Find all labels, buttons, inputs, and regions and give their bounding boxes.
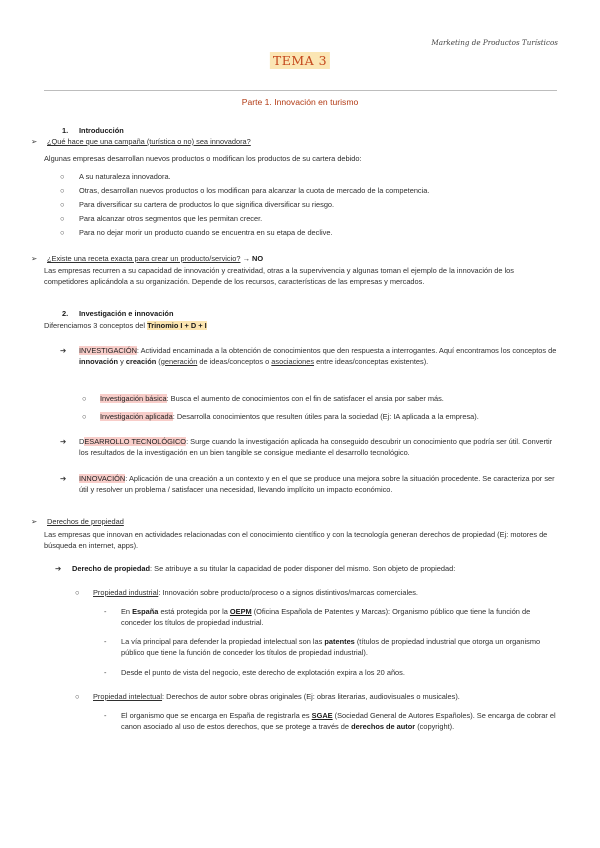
bold-arrow-bullet: ➔ [55,564,62,573]
investigacion-aplicada [100,412,479,423]
bold-arrow-bullet: ➔ [60,346,67,355]
investigacion-basica [100,394,444,405]
list-item: Para no dejar morir un producto cuando se encuentra en su etapa de declive. [79,228,333,237]
sgae-a: El organismo que se encarga en España de registrarla es [121,711,312,720]
patentes-term: patentes [324,637,355,646]
propiedad-industrial [93,588,418,599]
arrow-bullet: ➢ [31,137,38,146]
propiedad-industrial-text: : Innovación sobre producto/proceso o a signos distintivos/marcas comerciales. [158,588,418,597]
header-divider [44,90,557,91]
desarrollo-definition [79,437,557,458]
derechos-autor-term: derechos de autor [351,721,416,731]
dash-bullet: - [104,668,107,677]
derechos-paragraph: Las empresas que innovan en actividades relacionadas con el conocimiento científico y con la tecnología generan derechos de propiedad (Ej: motores de búsqueda en internet, apps). [44,530,548,550]
patentes-c: (títulos de propiedad industrial que otorga un organismo público que tiene la función de conceder los títulos de propiedad industrial). [121,637,541,657]
dash-bullet: - [104,711,107,720]
list-item: Para alcanzar otros segmentos que les permitan crecer. [79,214,263,223]
investigacion-mid: de ideas/conceptos o [197,356,272,366]
oepm-term: OEPM [229,607,252,616]
list-item: Para diversificar su cartera de productos lo que significa diversificar su riesgo. [79,200,335,209]
question-2-answer: → NO [242,254,264,263]
innovacion-text: : Aplicación de una creación a un contexto y en el que se produce una mejora sobre la situación procedente. Se caracteriza por ser útil y resolver un problema / satisfacer una necesidad, llevando implícito un impacto económico. [79,474,555,494]
circle-bullet: ○ [60,228,65,237]
list-item: A su naturaleza innovadora. [79,172,171,181]
basica-label: Investigación básica [100,394,167,403]
tema-title: TEMA 3 [270,52,330,69]
circle-bullet: ○ [60,186,65,195]
question-1: ¿Qué hace que una campaña (turística o no) sea innovadora? [47,137,251,146]
patentes-a: La vía principal para defender la propiedad intelectual son las [121,637,325,646]
patentes-item [121,637,557,658]
innovacion-term: innovación [79,356,119,366]
desarrollo-initial: D [79,437,85,446]
espana-term: España [132,607,159,616]
circle-bullet: ○ [60,214,65,223]
investigacion-label: INVESTIGACIÓN [79,346,137,355]
arrow-bullet: ➢ [31,517,38,526]
question-2-text: ¿Existe una receta exacta para crear un producto/servicio? [47,254,241,263]
trinomio-intro [44,321,207,332]
derecho-propiedad-text: : Se atribuye a su titular la capacidad de poder disponer del mismo. Son objeto de propiedad: [150,564,456,573]
sgae-item [121,711,557,732]
conjunction: y [118,356,126,366]
bold-arrow-bullet: ➔ [60,437,67,446]
section-2-title: Investigación e innovación [79,309,174,318]
oepm-a: En [121,607,133,616]
sgae-term: SGAE [311,711,333,720]
sgae-e: (copyright). [415,721,455,731]
asociaciones-term: asociaciones [271,356,315,366]
desarrollo-label: ESARROLLO TECNOLÓGICO [84,437,187,446]
derecho-propiedad-label: Derecho de propiedad [72,564,151,573]
circle-bullet: ○ [60,200,65,209]
propiedad-intelectual-label: Propiedad intelectual [93,692,163,701]
propiedad-industrial-label: Propiedad industrial [93,588,159,597]
list-item: Otras, desarrollan nuevos productos o los modifican para alcanzar la cuota de mercado de la competencia. [79,186,430,195]
section-1-intro: Algunas empresas desarrollan nuevos productos o modifican los productos de su cartera debido: [44,154,362,163]
basica-text: : Busca el aumento de conocimientos con el fin de satisfacer el ansia por saber más. [166,394,444,403]
circle-bullet: ○ [60,172,65,181]
derechos-title: Derechos de propiedad [47,517,124,526]
creacion-term: creación [125,356,157,366]
trinomio-label: Trinomio I + D + I [147,321,207,330]
expiry-item: Desde el punto de vista del negocio, este derecho de explotación expira a los 20 años. [121,668,405,677]
aplicada-label: Investigación aplicada [100,412,173,421]
part-title: Parte 1. Innovación en turismo [241,97,359,107]
desarrollo-text: : Surge cuando la investigación aplicada ha conseguido descubrir un conocimiento que podría ser útil. Convertir los resultados de la investigación en un bien tangible se consigue mediante el desarrollo tecnológico. [79,437,553,457]
section-1-title: Introducción [79,126,124,135]
innovacion-definition [79,474,557,495]
oepm-c: está protegida por la [158,607,230,616]
dash-bullet: - [104,637,107,646]
circle-bullet: ○ [75,588,80,597]
oepm-e: (Oficina Española de Patentes y Marcas): Organismo público que tiene la función de conceder los títulos de propiedad industrial. [121,607,531,627]
bold-arrow-bullet: ➔ [60,474,67,483]
generacion-term: generación [160,356,198,366]
derecho-propiedad [72,564,455,575]
dash-bullet: - [104,607,107,616]
paren: ( [156,356,161,366]
question-2 [47,254,263,265]
investigacion-end: entre ideas/conceptas existentes). [314,356,429,366]
propiedad-intelectual-text: : Derechos de autor sobre obras originales (Ej: obras literarias, audiovisuales o musicales). [162,692,460,701]
circle-bullet: ○ [82,412,87,421]
oepm-item [121,607,557,628]
sgae-c: (Sociedad General de Autores Españoles). Se encarga de cobrar el canon asociado al uso de estos derechos, que se protege a través de [121,711,556,731]
investigacion-definition [79,346,557,367]
circle-bullet: ○ [75,692,80,701]
investigacion-text: : Actividad encaminada a la obtención de conocimientos que den respuesta a interrogantes. Aquí encontramos los conceptos de [136,346,557,355]
section-2-number: 2. [62,309,69,318]
arrow-bullet: ➢ [31,254,38,263]
aplicada-text: : Desarrolla conocimientos que resulten útiles para la sociedad (Ej: IA aplicada a la empresa). [172,412,479,421]
trinomio-pre: Diferenciamos 3 conceptos del [44,321,148,330]
section-1-number: 1. [62,126,69,135]
circle-bullet: ○ [82,394,87,403]
header-subject: Marketing de Productos Turísticos [431,38,558,47]
innovacion-label: INNOVACIÓN [79,474,126,483]
section-1-paragraph: Las empresas recurren a su capacidad de innovación y creatividad, otras a la supervivencia y algunas toman el ejemplo de la innovación de los competidores aplicándola a su organización. Depende de los recursos, características de las empresas y mercados. [44,266,514,286]
propiedad-intelectual [93,692,460,703]
